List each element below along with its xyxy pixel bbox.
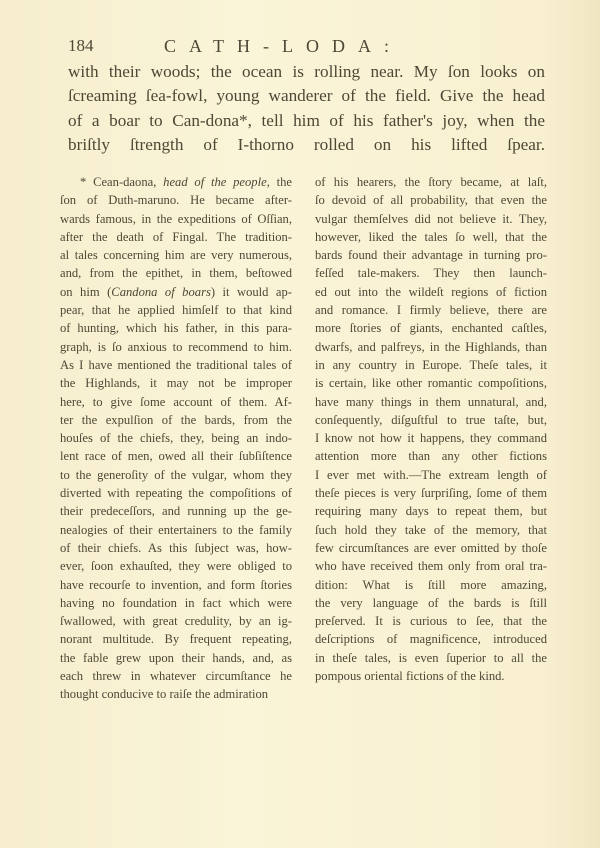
text-line: the very language of the bards is ſtill xyxy=(315,595,547,610)
text-line: have recourſe to invention, and form ſtories xyxy=(60,577,292,592)
footnote-marker: * Cean-daona, xyxy=(80,175,157,189)
running-title: CATH-LODA: xyxy=(164,36,402,56)
text-line: of his hearers, the ſtory became, at laſt, xyxy=(315,175,547,189)
text-line: here, to give ſome account of them. Af- xyxy=(60,394,292,409)
text-line: and romance. I firmly believe, there are xyxy=(315,303,547,318)
page-header xyxy=(68,36,548,58)
footnote-first-line xyxy=(60,173,292,191)
text-line: nealogies of their entertainers to the family xyxy=(60,522,292,537)
text-fragment: on him ( xyxy=(60,284,112,299)
text-line: As I have mentioned the traditional tales of xyxy=(60,357,292,372)
text-line: norant multitude. By frequent repeating, xyxy=(60,632,292,647)
text-line: each threw in whatever circumſtance he xyxy=(60,669,292,684)
text-line: few circumſtances are ever omitted by thoſe xyxy=(315,540,547,555)
text-line: more ſtories of giants, enchanted caſtles, xyxy=(315,321,547,336)
text-line: ſuch hold they take of the memory, that xyxy=(315,522,547,537)
text-line: of hunting, which his father, in this para- xyxy=(60,321,292,336)
text-line: vulgar themſelves did not believe it. They, xyxy=(315,211,547,226)
text-line: ter the expulſion of the bards, from the xyxy=(60,412,292,427)
text-line: and, from the epithet, in them, beſtowed xyxy=(60,266,292,281)
text-fragment: ) it would ap- xyxy=(210,284,292,299)
text-line: houſes of the chiefs, they, being an indo- xyxy=(60,431,292,446)
footnote-gloss: head of the people xyxy=(163,175,267,189)
footnote-text: , the xyxy=(266,175,292,189)
text-line: I know not how it happens, they command xyxy=(315,431,547,446)
text-line: to the generoſity of the vulgar, whom they xyxy=(60,467,292,482)
text-line: is certain, like other romantic compoſitions, xyxy=(315,376,547,391)
text-line: of their chiefs. As this ſubject was, how- xyxy=(60,540,292,555)
text-line: have many things in them unnatural, and, xyxy=(315,394,547,409)
text-line: dwarfs, and palfreys, in the Highlands, than xyxy=(315,339,547,354)
text-line: diverted with repeating the compoſitions of xyxy=(60,486,292,501)
text-line: pompous oriental fictions of the kind. xyxy=(315,669,505,684)
text-line: lent race of men, owed all their ſubſiſtence xyxy=(60,449,292,464)
text-line: attention more than any other fictions xyxy=(315,449,547,464)
text-line: thought conducive to raiſe the admiration xyxy=(60,687,269,702)
text-line: of a boar to Can-dona*, tell him of his father's joy, when the xyxy=(68,110,545,130)
text-line: ſcreaming ſea-fowl, young wanderer of the field. Give the head xyxy=(68,86,545,106)
text-line: ſo devoid of all probability, that even the xyxy=(315,193,547,208)
text-line: the Highlands, it may not be improper xyxy=(60,376,292,391)
text-line: the fable grew upon their hands, and, as xyxy=(60,650,292,665)
text-line xyxy=(60,283,292,301)
text-line: ed out into the wildeſt regions of fiction xyxy=(315,284,547,299)
footnote-right-column xyxy=(315,173,547,685)
text-line: in theſe tales, is even ſuperior to all the xyxy=(315,650,547,665)
text-line: with their woods; the ocean is rolling near. My ſon looks on xyxy=(68,62,545,81)
main-text xyxy=(68,60,545,157)
text-line: having no foundation in fact which were xyxy=(60,595,292,610)
text-line: ever, ſoon exhauſted, they were obliged to xyxy=(60,559,292,574)
text-line: conſequently, diſguſtful to true taſte, but, xyxy=(315,412,547,427)
text-line: briſtly ſtrength of I-thorno rolled on his lifted ſpear. xyxy=(68,134,545,154)
text-line: who have received them only from oral tra- xyxy=(315,559,547,574)
text-line: ſon of Duth-maruno. He became after- xyxy=(60,193,292,208)
text-line: however, liked the tales ſo well, that the xyxy=(315,229,547,244)
text-line: preſerved. It is curious to ſee, that the xyxy=(315,614,547,629)
text-line: bards found their advantage in turning pro- xyxy=(315,248,547,263)
text-line: requiring many days to repeat them, but xyxy=(315,504,547,519)
footnote-left-column xyxy=(60,173,292,704)
text-line: their predeceſſors, and running up the ge- xyxy=(60,504,292,519)
page-number: 184 xyxy=(68,36,94,55)
text-line: dition: What is ſtill more amazing, xyxy=(315,577,547,592)
text-line: graph, is ſo anxious to recommend to him. xyxy=(60,339,292,354)
text-line: after the death of Fingal. The tradition- xyxy=(60,229,292,244)
text-line: I ever met with.—The extream length of xyxy=(315,467,547,482)
text-line: in any country in Europe. Theſe tales, it xyxy=(315,357,547,372)
text-line: feſſed tale-makers. They then launch- xyxy=(315,266,547,281)
text-line: pear, that he applied himſelf to that kind xyxy=(60,303,292,318)
text-line: wards famous, in the expeditions of Oſſian, xyxy=(60,211,292,226)
text-line: deſcriptions of magnificence, introduced xyxy=(315,632,547,647)
text-line: theſe pieces is very ſurpriſing, ſome of them xyxy=(315,486,547,501)
italic-phrase: Candona of boars xyxy=(111,284,211,299)
text-line: ſwallowed, with great credulity, by an ig- xyxy=(60,614,292,629)
text-line: al tales concerning him are very numerous, xyxy=(60,248,292,263)
